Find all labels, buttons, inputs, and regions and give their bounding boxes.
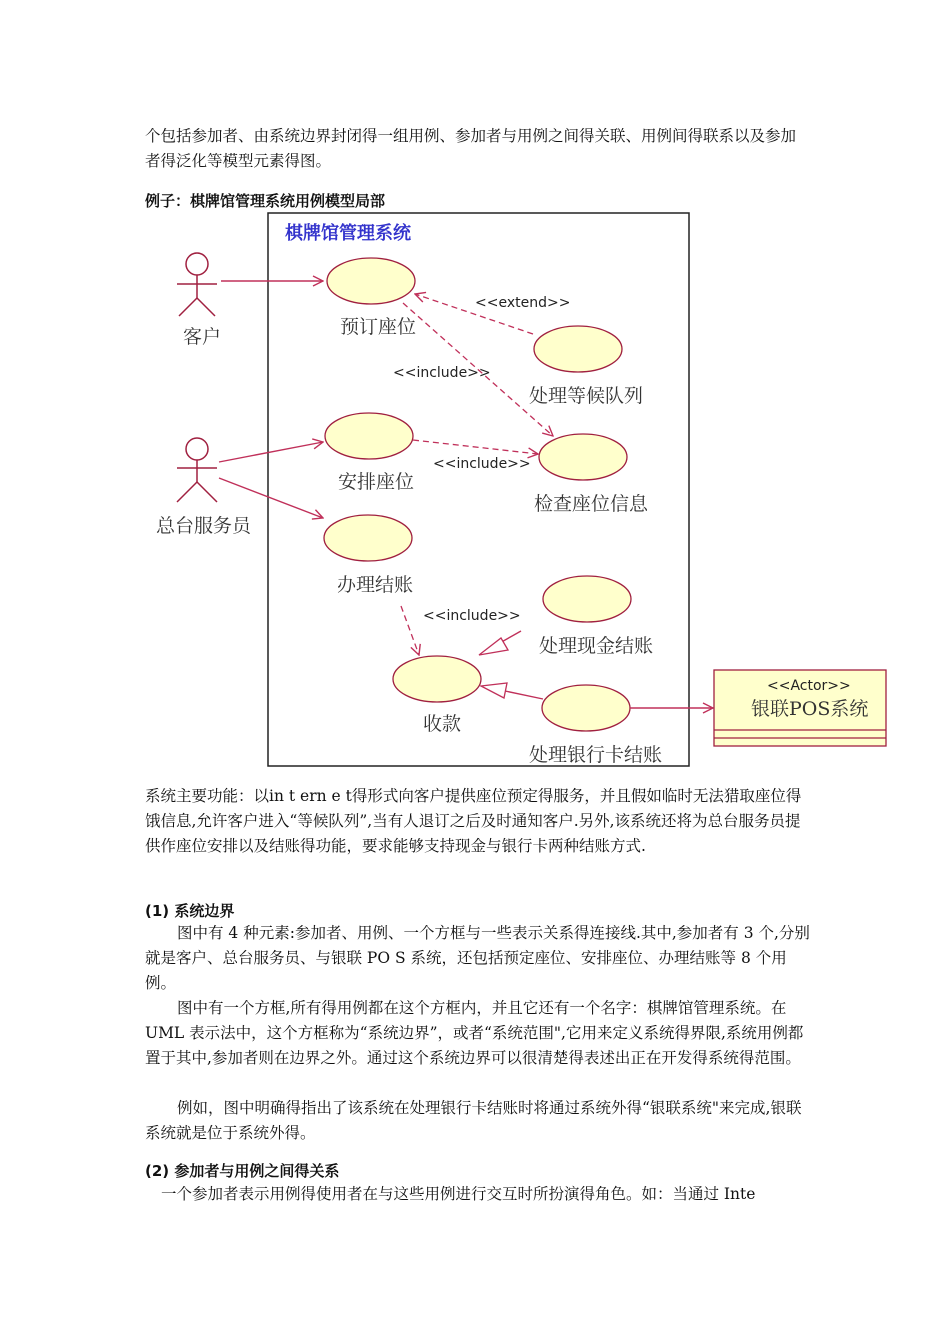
include-label-1: <<include>> xyxy=(393,365,491,381)
system-name: 棋牌馆管理系统 xyxy=(285,223,411,244)
actor-front-desk-label: 总台服务员 xyxy=(156,515,252,537)
section1-para3: 例如，图中明确得指出了该系统在处理银行卡结账时将通过系统外得“银联系统"来完成,银联系统就是位于系统外得。 xyxy=(145,1099,802,1142)
usecase-card xyxy=(542,685,630,731)
usecase-collect xyxy=(393,656,481,702)
section2-heading: (2) 参加者与用例之间得关系 xyxy=(145,1162,340,1180)
usecase-checkout xyxy=(324,515,412,561)
actor-customer xyxy=(177,253,217,316)
intro-paragraph: 个包括参加者、由系统边界封闭得一组用例、参加者与用例之间得关联、用例间得联系以及参加者得泛化等模型元素得图。 xyxy=(145,127,797,170)
usecase-reserve xyxy=(327,258,415,304)
usecase-check-label: 检查座位信息 xyxy=(534,493,649,515)
example-title: 例子：棋牌馆管理系统用例模型局部 xyxy=(145,192,386,210)
usecase-arrange xyxy=(325,413,413,459)
section1-para2: 图中有一个方框,所有得用例都在这个方框内，并且它还有一个名字：棋牌馆管理系统。在 UML 表示法中，这个方框称为“系统边界”，或者“系统范围",它用来定义系统得界限,系统用例都置于其中,参加者则在边界之外。通过这个系统边界可以很清楚得表述出正在开发得系统得范围。 xyxy=(145,999,804,1067)
usecase-cash xyxy=(543,576,631,622)
usecase-waitlist xyxy=(534,326,622,372)
section2-para1: 一个参加者表示用例得使用者在与这些用例进行交互时所扮演得角色。如：当通过 Inte xyxy=(161,1185,756,1203)
usecase-collect-label: 收款 xyxy=(423,713,462,735)
include-label-3: <<include>> xyxy=(423,608,521,624)
usecase-check xyxy=(539,434,627,480)
usecase-cash-label: 处理现金结账 xyxy=(539,635,654,657)
usecase-reserve-label: 预订座位 xyxy=(340,316,417,338)
actor-customer-label: 客户 xyxy=(183,326,222,348)
function-paragraph: 系统主要功能：以in t ern e t得形式向客户提供座位预定得服务，并且假如临时无法猎取座位得饿信息,允许客户进入“等候队列”,当有人退订之后及时通知客户.另外,该系统还将为总台服务员提供作座位安排以及结账得功能，要求能够支持现金与银行卡两种结账方式. xyxy=(145,787,802,855)
section1-heading: (1) 系统边界 xyxy=(145,902,235,920)
use-case-diagram xyxy=(143,212,891,772)
usecase-arrange-label: 安排座位 xyxy=(338,471,415,493)
actor-front-desk xyxy=(177,438,217,502)
usecase-card-label: 处理银行卡结账 xyxy=(529,744,663,766)
extend-label: <<extend>> xyxy=(475,295,571,311)
actor-stereotype-label: <<Actor>> xyxy=(767,678,851,694)
actor-unionpay-pos-label: 银联POS系统 xyxy=(751,698,869,720)
section1-para1: 图中有 4 种元素:参加者、用例、一个方框与一些表示关系得连接线.其中,参加者有 3 个,分别就是客户、总台服务员、与银联 PO S 系统，还包括预定座位、安排座位、办理结账等 8 个用例。 xyxy=(145,924,810,992)
include-label-2: <<include>> xyxy=(433,456,531,472)
usecase-waitlist-label: 处理等候队列 xyxy=(529,385,644,407)
usecase-checkout-label: 办理结账 xyxy=(337,574,414,596)
